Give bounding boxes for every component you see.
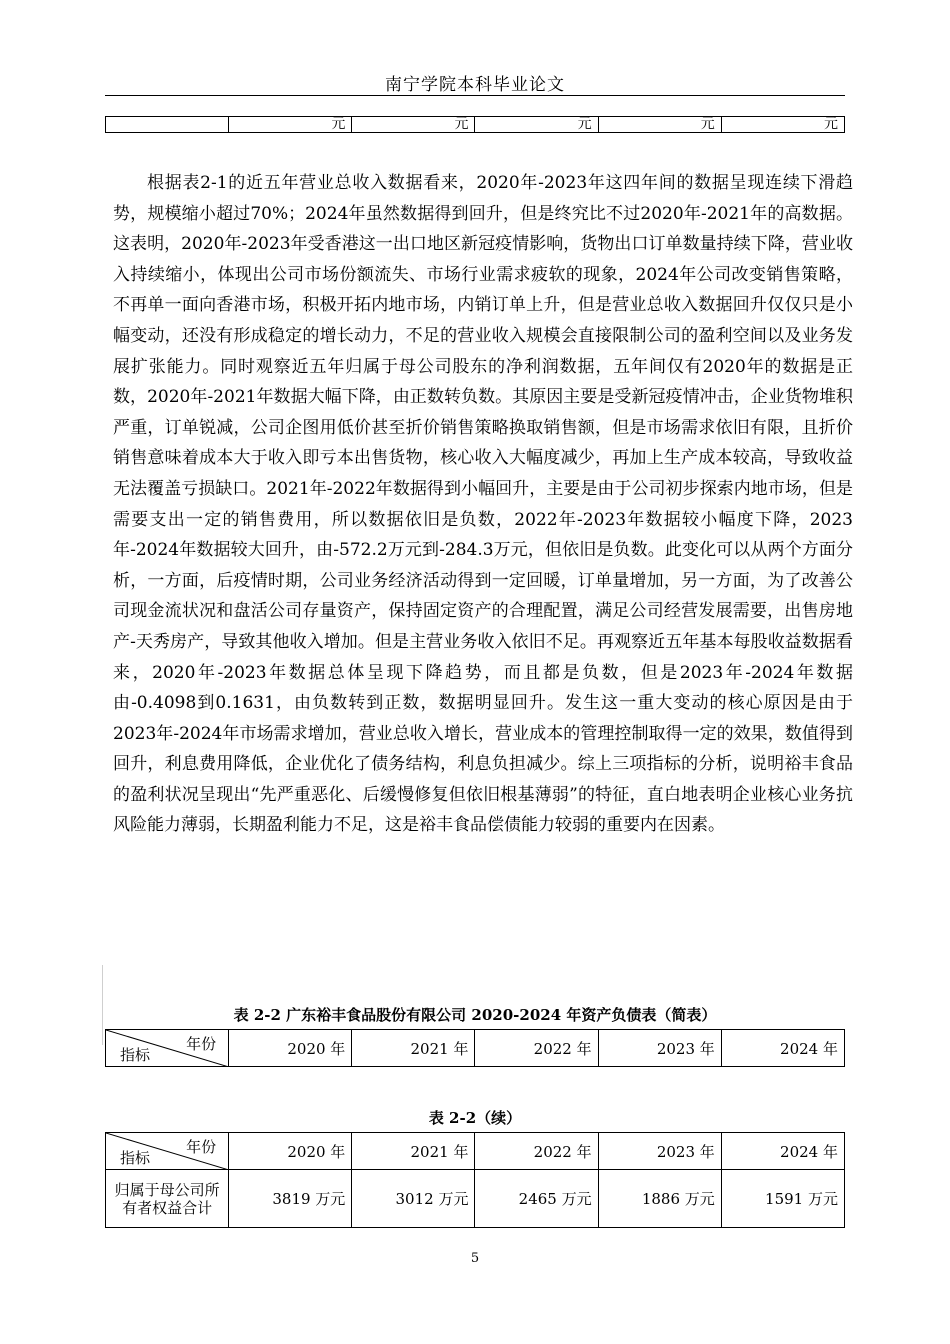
table-header-row — [106, 1133, 845, 1170]
year-header: 2022 年 — [475, 1133, 598, 1170]
corner-year-label: 年份 — [186, 1035, 217, 1053]
table-cell: 2465 万元 — [475, 1170, 598, 1228]
header-rule — [105, 95, 845, 96]
year-header: 2022 年 — [475, 1030, 598, 1067]
page-header-title: 南宁学院本科毕业论文 — [385, 75, 565, 95]
table-cell: 元 — [229, 117, 352, 133]
table-2-2-continued — [105, 1132, 845, 1228]
table-corner-cell — [106, 1133, 229, 1170]
year-header: 2023 年 — [598, 1133, 721, 1170]
row-label-equity: 归属于母公司所有者权益合计 — [106, 1170, 229, 1228]
body-text — [113, 168, 853, 841]
table-2-2-cont-caption: 表 2-2（续） — [428, 1109, 522, 1127]
table-cell: 元 — [721, 117, 844, 133]
year-header: 2023 年 — [598, 1030, 721, 1067]
table-header-row — [106, 1030, 845, 1067]
year-header: 2024 年 — [721, 1030, 844, 1067]
table-2-1-continuation — [105, 116, 845, 133]
table-row — [106, 1170, 845, 1228]
table-2-2 — [105, 1029, 845, 1067]
table-cell: 1886 万元 — [598, 1170, 721, 1228]
table-cell: 元 — [352, 117, 475, 133]
table-corner-cell — [106, 1030, 229, 1067]
table-cell: 元 — [598, 117, 721, 133]
page-number: 5 — [470, 1251, 480, 1266]
year-header: 2020 年 — [229, 1030, 352, 1067]
year-header: 2020 年 — [229, 1133, 352, 1170]
corner-metric-label: 指标 — [120, 1149, 151, 1167]
table-row — [106, 117, 845, 133]
table-cell: 1591 万元 — [721, 1170, 844, 1228]
table-cell — [106, 117, 229, 133]
corner-year-label: 年份 — [186, 1138, 217, 1156]
year-header: 2021 年 — [352, 1133, 475, 1170]
table-cell: 3012 万元 — [352, 1170, 475, 1228]
table-2-2-caption: 表 2-2 广东裕丰食品股份有限公司 2020-2024 年资产负债表（简表） — [233, 1006, 717, 1024]
corner-metric-label: 指标 — [120, 1046, 151, 1064]
analysis-paragraph: 根据表2-1的近五年营业总收入数据看来，2020年-2023年这四年间的数据呈现连续下滑趋势，规模缩小超过70%；2024年虽然数据得到回升，但是终究比不过2020年-2021年的高数据。这表明，2020年-2023年受香港这一出口地区新冠疫情影响，货物出口订单数量持续下降，营业收入持续缩小，体现出公司市场份额流失、市场行业需求疲软的现象，2024年公司改变销售策略，不再单一面向香港市场，积极开拓内地市场，内销订单上升，但是营业总收入数据回升仅仅只是小幅变动，还没有形成稳定的增长动力，不足的营业收入规模会直接限制公司的盈利空间以及业务发展扩张能力。同时观察近五年归属于母公司股东的净利润数据，五年间仅有2020年的数据是正数，2020年-2021年数据大幅下降，由正数转负数。其原因主要是受新冠疫情冲击，企业货物堆积严重，订单锐减，公司企图用低价甚至折价销售策略换取销售额，但是市场需求依旧有限，且折价销售意味着成本大于收入即亏本出售货物，核心收入大幅度减少，再加上生产成本较高，导致收益无法覆盖亏损缺口。2021年-2022年数据得到小幅回升，主要是由于公司初步探索内地市场，但是需要支出一定的销售费用，所以数据依旧是负数，2022年-2023年数据较小幅度下降，2023年-2024年数据较大回升，由-572.2万元到-284.3万元，但依旧是负数。此变化可以从两个方面分析，一方面，后疫情时期，公司业务经济活动得到一定回暖，订单量增加，另一方面，为了改善公司现金流状况和盘活公司存量资产，保持固定资产的合理配置，满足公司经营发展需要，出售房地产-天秀房产，导致其他收入增加。但是主营业务收入依旧不足。再观察近五年基本每股收益数据看来，2020年-2023年数据总体呈现下降趋势，而且都是负数，但是2023年-2024年数据由-0.4098到0.1631，由负数转到正数，数据明显回升。发生这一重大变动的核心原因是由于2023年-2024年市场需求增加，营业总收入增长，营业成本的管理控制取得一定的效果，数值得到回升，利息费用降低，企业优化了债务结构，利息负担减少。综上三项指标的分析，说明裕丰食品的盈利状况呈现出“先严重恶化、后缓慢修复但依旧根基薄弱”的特征，直白地表明企业核心业务抗风险能力薄弱，长期盈利能力不足，这是裕丰食品偿债能力较弱的重要内在因素。 — [113, 173, 853, 836]
table-cell: 3819 万元 — [229, 1170, 352, 1228]
table-cell: 元 — [475, 117, 598, 133]
year-header: 2021 年 — [352, 1030, 475, 1067]
year-header: 2024 年 — [721, 1133, 844, 1170]
